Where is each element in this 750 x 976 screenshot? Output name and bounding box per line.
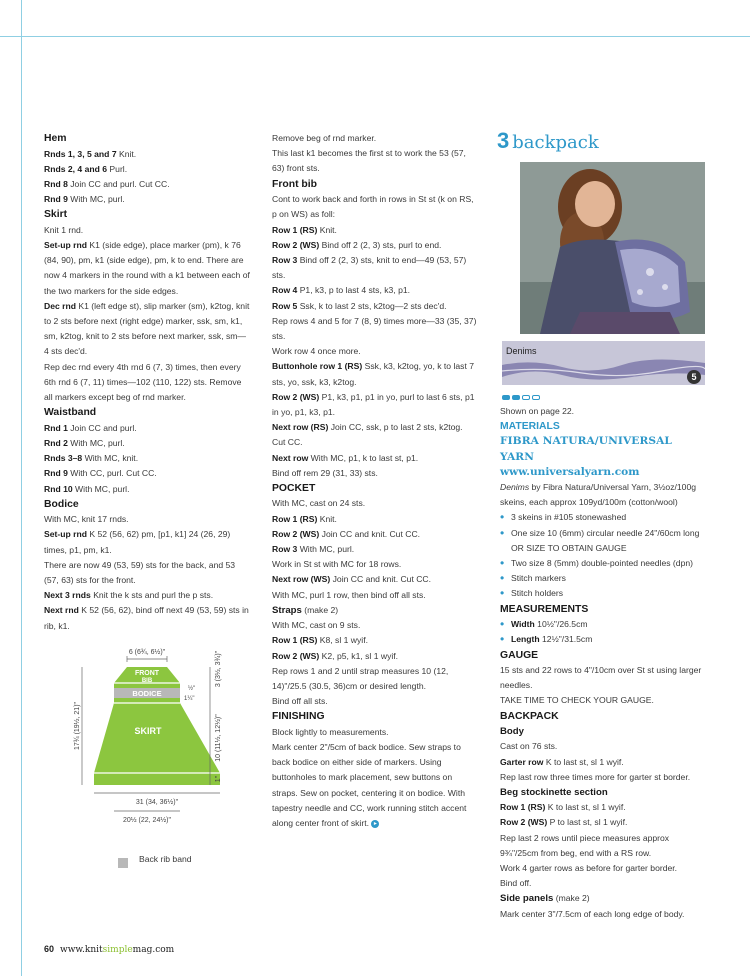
gauge-p2: TAKE TIME TO CHECK YOUR GAUGE. [500, 695, 654, 706]
yarn-swatch-image [502, 341, 705, 385]
legend-swatch [118, 858, 128, 868]
bib-row-3: Row 3 Bind off 2 (2, 3) sts, knit to end—49 (53, 57) sts. [272, 254, 467, 281]
waist-row-1: Rnd 1 Join CC and purl. [44, 422, 137, 433]
pocket-last: With MC, purl 1 row, then bind off all sts. [272, 589, 426, 600]
pocket-next-row: Next row (WS) Join CC and knit. Cut CC. [272, 574, 432, 585]
yarn-weight-badge: 5 [687, 370, 701, 384]
hem-row-2: Rnds 2, 4 and 6 Purl. [44, 163, 128, 174]
bib-bind-off: Bind off rem 29 (31, 33) sts. [272, 467, 378, 478]
trim-line-left [21, 0, 22, 976]
bodice-next3: Next 3 rnds Knit the k sts and purl the p sts. [44, 590, 214, 601]
skill-level-bar-3 [522, 395, 530, 400]
bodice-intro: With MC, knit 17 rnds. [44, 514, 129, 525]
col2-p1: Remove beg of rnd marker. [272, 133, 377, 143]
skill-level-bar-1 [502, 395, 510, 400]
dim-band2: 1¼" [184, 696, 195, 702]
bib-row-1: Row 1 (RS) Knit. [272, 224, 337, 235]
hem-row-1: Rnds 1, 3, 5 and 7 Knit. [44, 148, 137, 159]
heading-materials: MATERIALS [500, 421, 560, 433]
yarn-brand: FIBRA NATURA/UNIVERSAL YARN [500, 435, 672, 463]
heading-waistband: Waistband [44, 407, 97, 419]
heading-measurements: MEASUREMENTS [500, 603, 589, 615]
waist-row-2: Rnd 2 With MC, purl. [44, 437, 125, 448]
bib-row-4: Row 4 P1, k3, p to last 4 sts, k3, p1. [272, 285, 411, 296]
hem-row-4: Rnd 9 With MC, purl. [44, 194, 125, 205]
pattern-name: backpack [512, 132, 599, 153]
dim-left-height: 17¾ (19½, 21)" [74, 701, 81, 751]
bodice-next-rnd: Next rnd K 52 (56, 62), bind off next 49 (53, 59) sts in rib, k1. [44, 605, 249, 631]
swatch-label: Denims [506, 346, 537, 356]
dim-band1: ½" [188, 686, 196, 692]
pocket-work: Work in St st with MC for 18 rows. [272, 559, 402, 570]
bib-row-2: Row 2 (WS) Bind off 2 (2, 3) sts, purl to end. [272, 239, 442, 250]
footer-url-accent: simple [102, 945, 133, 955]
gauge-p1: 15 sts and 22 rows to 4"/10cm over St st using larger needles. [500, 665, 702, 691]
column-1 [44, 131, 250, 634]
heading-hem: Hem [44, 133, 67, 144]
column-3 [500, 404, 706, 922]
heading-front-bib: Front bib [272, 178, 318, 190]
shown-on: Shown on page 22. [500, 406, 575, 416]
heading-gauge: GAUGE [500, 649, 539, 661]
hem-row-3: Rnd 8 Join CC and purl. Cut CC. [44, 178, 170, 189]
trim-line-top [0, 36, 750, 37]
skill-level-bar-4 [532, 395, 540, 400]
label-bodice: BODICE [132, 689, 162, 698]
measure-length: • Length 12½"/31.5cm [500, 632, 706, 647]
bib-buttonhole: Buttonhole row 1 (RS) Ssk, k3, k2tog, yo, k to last 7 sts, yo, ssk, k3, k2tog. [272, 361, 475, 387]
waist-row-4: Rnd 9 With CC, purl. Cut CC. [44, 468, 157, 479]
straps-bind-off: Bind off all sts. [272, 696, 328, 707]
straps-rep: Rep rows 1 and 2 until strap measures 10 (12, 14)"/25.5 (30.5, 36)cm or desired length. [272, 665, 449, 691]
skill-level-bar-2 [512, 395, 520, 400]
heading-side-panels: Side panels (make 2) [500, 893, 590, 905]
material-item-1: • 3 skeins in #105 stonewashed [500, 510, 706, 525]
label-bib: BIB [141, 678, 153, 684]
pocket-row-3: Row 3 With MC, purl. [272, 544, 355, 555]
dim-waist-width: 20½ (22, 24½)" [122, 817, 172, 824]
pattern-title [497, 128, 599, 154]
side-panels-text: Mark center 3"/7.5cm of each long edge of body. [500, 908, 685, 919]
dim-skirt-height: 10 (11½, 12½)" [215, 714, 222, 762]
end-arrow-icon: ▸ [371, 820, 379, 828]
body-intro: Cast on 76 sts. [500, 741, 558, 752]
heading-beg-stockinette: Beg stockinette section [500, 786, 608, 798]
material-item-3: • Two size 8 (5mm) double-pointed needles (dpn) [500, 556, 706, 571]
column-2 [272, 131, 478, 831]
waist-row-5: Rnd 10 With MC, purl. [44, 483, 130, 494]
stock-row-2: Row 2 (WS) P to last st, sl 1 wyif. [500, 817, 628, 828]
bib-row-2-ws: Row 2 (WS) P1, k3, p1, p1 in yo, purl to last 6 sts, p1 in yo, p1, k3, p1. [272, 391, 475, 417]
skirt-intro: Knit 1 rnd. [44, 224, 84, 235]
material-item-4: • Stitch markers [500, 571, 706, 586]
straps-row-2: Row 2 (WS) K2, p5, k1, sl 1 wyif. [272, 650, 399, 661]
finishing-p1: Block lightly to measurements. [272, 726, 389, 737]
pattern-number: 3 [497, 128, 510, 153]
finishing-p2: Mark center 2"/5cm of back bodice. Sew straps to back bodice on either side of markers. Using buttonholes to mark placement, sew buttons on straps. Sew on pocket, centering it on bodice. With tapestry needle and CC, work running stitch accent along center front of skirt. ▸ [272, 742, 467, 829]
yarn-description: Denims by Fibra Natura/Universal Yarn, 3½oz/100g skeins, each approx 109yd/100m (cotton/wool) [500, 482, 697, 508]
heading-body: Body [500, 726, 524, 738]
bodice-now: There are now 49 (53, 59) sts for the back, and 53 (57, 63) sts for the front. [44, 559, 236, 586]
bib-intro: Cont to work back and forth in rows in St st (k on RS, p on WS) as foll: [272, 194, 474, 220]
dim-bib-height: 3 (3½, 3¾)" [215, 650, 222, 688]
heading-pocket: POCKET [272, 482, 316, 494]
photo-girl-backpack [520, 162, 705, 334]
waist-row-3: Rnds 3–8 With MC, knit. [44, 453, 139, 464]
measure-width: • Width 10½"/26.5cm [500, 617, 706, 632]
heading-straps: Straps (make 2) [272, 604, 339, 616]
garter-row: Garter row K to last st, sl 1 wyif. [500, 756, 624, 767]
footer-url-prefix: www.knit [60, 945, 103, 955]
bib-next-row-rs: Next row (RS) Join CC, ssk, p to last 2 sts, k2tog. Cut CC. [272, 422, 463, 448]
pocket-row-1: Row 1 (RS) Knit. [272, 513, 337, 524]
bib-row-5: Row 5 Ssk, k to last 2 sts, k2tog—2 sts dec'd. [272, 300, 447, 311]
heading-finishing: FINISHING [272, 711, 325, 723]
heading-backpack: BACKPACK [500, 710, 559, 722]
straps-row-1: Row 1 (RS) K8, sl 1 wyif. [272, 635, 368, 646]
skirt-setup: Set-up rnd K1 (side edge), place marker (pm), k 76 (84, 90), pm, k1 (side edge), pm, k to end. There are now 4 markers in the round with a k1 between each of the two markers for the side edges. [44, 240, 250, 296]
bodice-setup: Set-up rnd K 52 (56, 62) pm, [p1, k1] 24 (26, 29) times, p1, pm, k1. [44, 529, 231, 555]
yarn-url: www.universalyarn.com [500, 465, 640, 478]
page-footer [44, 944, 174, 955]
bib-next-row: Next row With MC, p1, k to last st, p1. [272, 452, 419, 463]
dim-hem-height: 1" [215, 775, 222, 783]
schematic-diagram [70, 645, 260, 830]
material-item-5: • Stitch holders [500, 586, 706, 601]
legend-label: Back rib band [139, 854, 192, 864]
page-number: 60 [44, 944, 55, 954]
material-item-2: • One size 10 (6mm) circular needle 24"/60cm long OR SIZE TO OBTAIN GAUGE [500, 526, 706, 556]
garter-rep: Rep last row three times more for garter st border. [500, 771, 691, 782]
bib-rep: Rep rows 4 and 5 for 7 (8, 9) times more—33 (35, 37) sts. [272, 315, 477, 341]
pocket-intro: With MC, cast on 24 sts. [272, 498, 366, 509]
heading-bodice: Bodice [44, 498, 79, 510]
dim-bottom-width: 31 (34, 36½)" [135, 799, 179, 806]
footer-url-suffix: mag.com [132, 945, 175, 955]
bib-once: Work row 4 once more. [272, 346, 361, 357]
heading-skirt: Skirt [44, 209, 68, 221]
skirt-dec: Dec rnd K1 (left edge st), slip marker (sm), k2tog, knit to 2 sts before next (right edge) marker, ssk, sm, k1, sm, k2tog, knit to 2 sts before next marker, ssk, sm—4 sts dec'd. [44, 300, 250, 357]
pocket-row-2: Row 2 (WS) Join CC and knit. Cut CC. [272, 528, 421, 539]
label-front: FRONT [134, 670, 160, 677]
stock-rep: Rep last 2 rows until piece measures approx 9¾"/25cm from beg, end with a RS row. [500, 832, 670, 858]
stock-row-1: Row 1 (RS) K to last st, sl 1 wyif. [500, 802, 626, 813]
dim-top-width: 6 (6¾, 6½)" [128, 649, 166, 656]
col2-p2: This last k1 becomes the first st to work the 53 (57, 63) front sts. [272, 148, 466, 174]
stock-work: Work 4 garter rows as before for garter border. [500, 862, 678, 873]
skirt-rep: Rep dec rnd every 4th rnd 6 (7, 3) times, then every 6th rnd 6 (7, 11) times—102 (110, 122) sts. Remove all markers except beg of rnd marker. [44, 361, 242, 403]
stock-bind-off: Bind off. [500, 878, 532, 889]
label-skirt: SKIRT [134, 726, 162, 736]
straps-intro: With MC, cast on 9 sts. [272, 620, 361, 631]
